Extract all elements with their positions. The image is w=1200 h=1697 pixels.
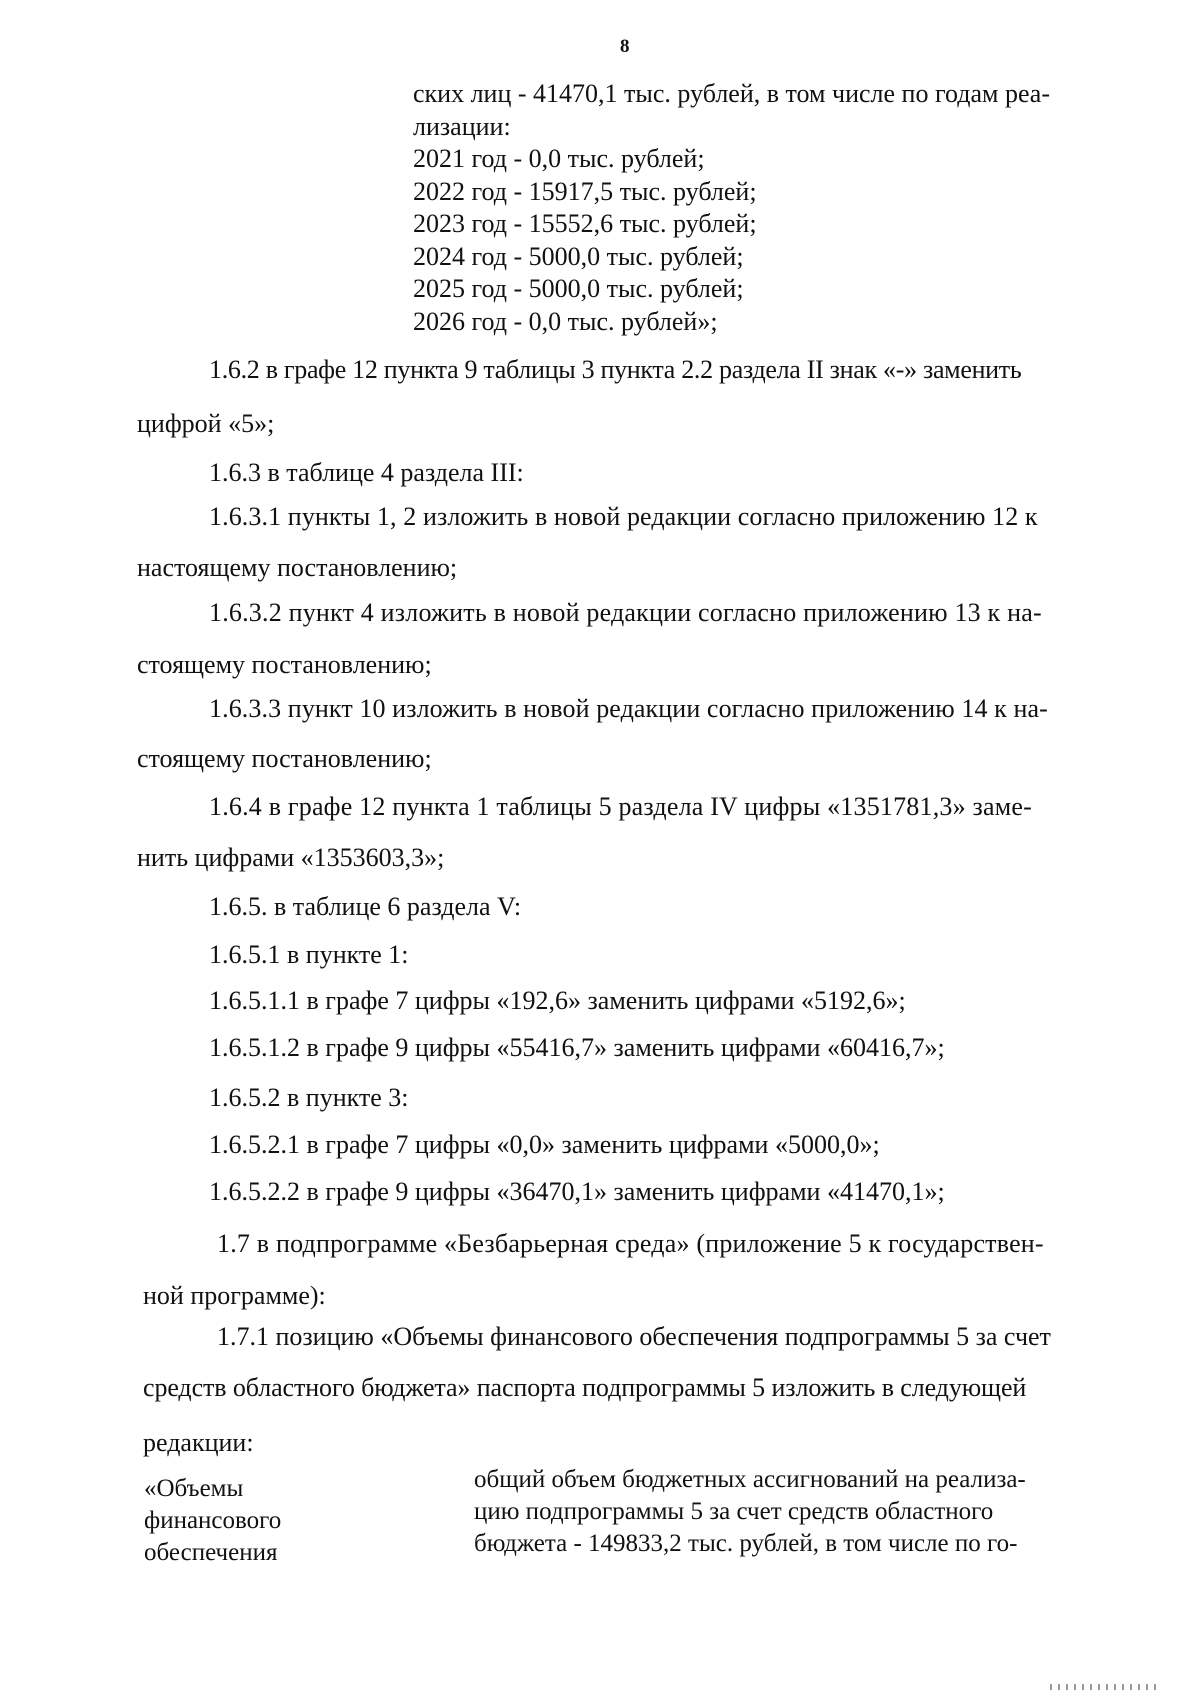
text-line: лизации: <box>413 111 511 141</box>
paragraph-line: нить цифрами «1353603,3»; <box>137 843 445 872</box>
table-value-line: общий объем бюджетных ассигнований на реализа- <box>474 1466 1026 1493</box>
table-label-line: финансового <box>144 1507 282 1534</box>
table-position-value <box>474 1464 1026 1560</box>
text-line: 2026 год - 0,0 тыс. рублей»; <box>413 306 718 336</box>
funding-continuation <box>413 78 1113 338</box>
paragraph-line: 1.7.1 позицию «Объемы финансового обеспечения подпрограммы 5 за счет <box>217 1322 1051 1351</box>
paragraph-line: 1.7 в подпрограмме «Безбарьерная среда» (приложение 5 к государствен- <box>217 1229 1044 1258</box>
table-label-line: обеспечения <box>144 1539 278 1566</box>
table-position-label <box>144 1473 281 1569</box>
paragraph-line: редакции: <box>143 1428 254 1457</box>
paragraph-line: 1.6.4 в графе 12 пункта 1 таблицы 5 раздела IV цифры «1351781,3» заме- <box>209 792 1032 821</box>
paragraph-line: 1.6.5.1 в пункте 1: <box>209 940 409 969</box>
paragraph-line: 1.6.3.3 пункт 10 изложить в новой редакции согласно приложению 14 к на- <box>209 694 1048 723</box>
table-label-line: «Объемы <box>144 1475 244 1502</box>
text-line: 2024 год - 5000,0 тыс. рублей; <box>413 241 744 271</box>
paragraph-line: 1.6.3 в таблице 4 раздела III: <box>209 458 524 487</box>
text-line: 2023 год - 15552,6 тыс. рублей; <box>413 209 757 238</box>
paragraph-line: средств областного бюджета» паспорта подпрограммы 5 изложить в следующей <box>143 1373 1027 1402</box>
text-line: 2021 год - 0,0 тыс. рублей; <box>413 144 705 173</box>
text-line: 2025 год - 5000,0 тыс. рублей; <box>413 274 744 303</box>
paragraph-line: 1.6.5.2 в пункте 3: <box>209 1083 409 1112</box>
paragraph-line: стоящему постановлению; <box>137 650 432 679</box>
text-line: 2022 год - 15917,5 тыс. рублей; <box>413 176 757 206</box>
paragraph-line: 1.6.5.2.1 в графе 7 цифры «0,0» заменить цифрами «5000,0»; <box>209 1130 880 1159</box>
paragraph-line: стоящему постановлению; <box>137 744 432 773</box>
paragraph-line: настоящему постановлению; <box>137 553 458 582</box>
paragraph-line: 1.6.5.2.2 в графе 9 цифры «36470,1» заменить цифрами «41470,1»; <box>209 1177 945 1206</box>
text-line: ских лиц - 41470,1 тыс. рублей, в том числе по годам реа- <box>413 79 1050 108</box>
table-value-line: цию подпрограммы 5 за счет средств областного <box>474 1498 994 1525</box>
paragraph-line: 1.6.3.1 пункты 1, 2 изложить в новой редакции согласно приложению 12 к <box>209 502 1038 531</box>
scan-artifact <box>1050 1684 1160 1690</box>
table-value-line: бюджета - 149833,2 тыс. рублей, в том числе по го- <box>474 1530 1018 1557</box>
paragraph-line: ной программе): <box>143 1281 326 1310</box>
paragraph-line: цифрой «5»; <box>137 409 275 438</box>
paragraph-line: 1.6.5.1.2 в графе 9 цифры «55416,7» заменить цифрами «60416,7»; <box>209 1033 945 1062</box>
paragraph-line: 1.6.5.1.1 в графе 7 цифры «192,6» заменить цифрами «5192,6»; <box>209 986 906 1015</box>
paragraph-line: 1.6.2 в графе 12 пункта 9 таблицы 3 пункта 2.2 раздела II знак «-» заменить <box>209 355 1022 384</box>
page-number: 8 <box>620 36 630 57</box>
paragraph-line: 1.6.3.2 пункт 4 изложить в новой редакции согласно приложению 13 к на- <box>209 598 1042 627</box>
paragraph-line: 1.6.5. в таблице 6 раздела V: <box>209 892 522 921</box>
